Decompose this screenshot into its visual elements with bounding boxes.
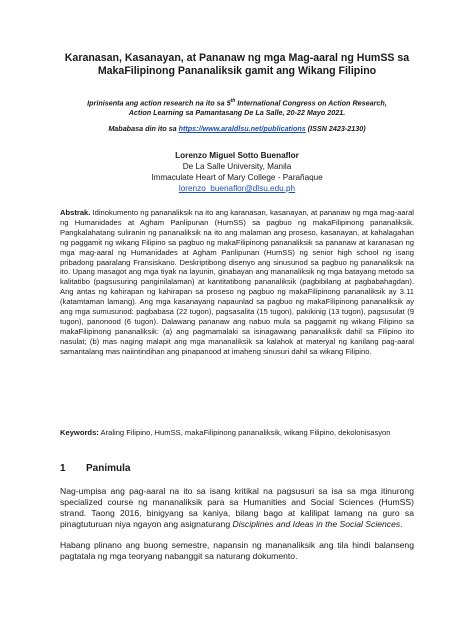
keywords — [60, 428, 414, 438]
keywords-label: Keywords: — [60, 428, 99, 437]
title-line-1: Karanasan, Kasanayan, at Pananaw ng mga Mag-aaral ng HumSS sa — [64, 52, 410, 64]
section-heading — [60, 463, 414, 474]
course-title-italic: Disciplines and Ideas in the Social Sciences — [232, 519, 401, 529]
author-block — [40, 150, 434, 194]
title-line-2: MakaFilipinong Pananaliksik gamit ang Wikang Filipino — [97, 65, 377, 77]
body-paragraph-1 — [60, 486, 414, 530]
para1-text-b: . — [400, 519, 403, 529]
author-affiliation-1: De La Salle University, Manila — [182, 162, 292, 171]
author-affiliation-2: Immaculate Heart of Mary College - Parañaque — [151, 173, 323, 182]
availability-prefix: Mababasa din ito sa — [108, 124, 179, 133]
body-paragraph-2: Habang plinano ang buong semestre, napansin ng mananaliksik ang tila hindi balanseng pagtatala ng mga teoryang nabanggit sa naturang dokumento. — [60, 540, 414, 561]
venue-line-1 — [40, 96, 434, 108]
section-number: 1 — [60, 463, 66, 474]
abstract — [60, 208, 414, 357]
venue-text-b: International Congress on Action Research, — [235, 98, 387, 108]
section-title: Panimula — [86, 463, 131, 474]
issn-text: (ISSN 2423-2130) — [305, 124, 366, 133]
availability-note — [40, 124, 434, 134]
abstract-label: Abstrak. — [60, 208, 91, 217]
venue-text-a: Iprinisenta ang action research na ito sa 5 — [87, 98, 231, 108]
keywords-text: Araling Filipino, HumSS, makaFilipinong pananaliksik, wikang Filipino, dekolonisasyon — [98, 428, 391, 437]
paper-title — [40, 52, 434, 78]
author-email-link[interactable]: lorenzo_buenaflor@dlsu.edu.ph — [178, 184, 296, 193]
para1-text-a: Nag-umpisa ang pag-aaral na ito sa isang kritikal na pagsusuri sa isa sa mga itinurong specialized course ng mananaliksik para sa Humanities and Social Sciences (HumSS) strand. Taong 2016, binigyang sa kaniya, bilang bago at kalilipat lamang na guro sa pinagtuturuan niya ngayon ang asignaturang — [60, 486, 414, 529]
author-name: Lorenzo Miguel Sotto Buenaflor — [175, 151, 299, 160]
venue-line-2: Action Learning sa Pamantasang De La Salle, 20-22 Mayo 2021. — [128, 108, 346, 118]
venue-note — [40, 96, 434, 118]
abstract-text: Idinokumento ng pananaliksik na ito ang karanasan, kasanayan, at pananaw ng mga mag-aaral ng Humanidades at Agham Panlipunan (HumSS) sa pagbuo ng makaFilipinong pananaliksik. Pangkalahatang suliranin ng pananaliksik na ito ang malaman ang proseso, kasanayan, at kahalagahan ng paggamit ng wikang Filipino sa pagbuo ng makaFilipinong pananaliksik sa pananaw at karanasan ng mga mag-aaral ng Humanidades at Agham Panlipunan (HumSS) ng senior high school ng isang pribadong paaralang Fransiskano. Deskriptibong disenyo ang sinusunod sa pagbuo ng pananaliksik na ito. Upang masagot ang mga tiyak na layunin, ginabayan ang mananaliksik ng mga batayang metodo sa kalitatibo (pagsusuring panginilalaman) at kantitatibong pananaliksik (pagbibilang at pagbabahagdan). Ang antas ng kahirapan ng kahirapan sa proseso ng pagbuo ng makaFilipinong pananaliksik ay 3.11 (katamtaman lamang). Ang mga kasanayang napaunlad sa pagbuo ng makaFilipinong pananaliksik ay ang mga sumusunod: pagbabasa (22 tugon), pagsasalita (15 tugon), pakikinig (13 tugon), pagsusulat (9 tugon), panonood (6 tugon). Dalawang pananaw ang nabuo mula sa paggamit ng wikang Filipino sa makaFilipinong pananaliksik: (a) ang pagmamalaki sa isinagawang pananaliksik dahil sa Filipino ito nasulat; (b) mas naging malapit ang mga mananaliksik sa kalahok at materyal ng kanilang pag-aaral samantalang mas naiintindihan ang pinapanood at imaheng sinusuri dahil sa wikang Filipino. — [60, 208, 414, 356]
publications-link[interactable]: https://www.araldlsu.net/publications — [178, 124, 306, 133]
venue-superscript: th — [230, 98, 236, 104]
